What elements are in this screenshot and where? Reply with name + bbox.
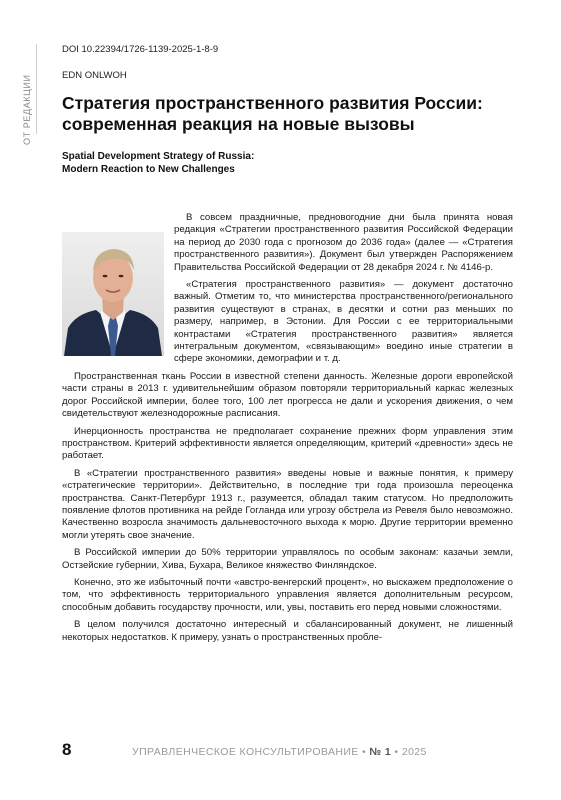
side-divider xyxy=(36,44,37,134)
section-label-text: ОТ РЕДАКЦИИ xyxy=(22,74,32,145)
paragraph: В Российской империи до 50% территории управлялось по особым законам: казачьи земли, Остзейские губернии, Хива, Бухара, Великое княжество Финляндское. xyxy=(62,547,513,571)
subtitle-line-2: Modern Reaction to New Challenges xyxy=(62,164,235,175)
article-title: Стратегия пространственного развития России: современная реакция на новые вызовы xyxy=(62,93,483,134)
paragraph: «Стратегия пространственного развития» — документ достаточно важный. Отметим то, что министерства пространственного/регионального развития существуют в странах, в десятки и сотни раз меньших по размеру, например, в Эстонии. Для России с ее территориальными контрастами «Стратегия пространственного развития» является интегральным документом, «связывающим» воедино иные стратегии в сфере экономики, демографии и т. д. xyxy=(174,279,513,365)
paragraph: Конечно, это же избыточный почти «австро-венгерский процент», но выскажем предположение о том, что эффективность территориального управления является дополнительным ресурсом, способным добавить государству прочности, или, увы, поставить его перед новыми сложностями. xyxy=(62,576,513,613)
journal-name: УПРАВЛЕНЧЕСКОЕ КОНСУЛЬТИРОВАНИЕ xyxy=(132,746,359,758)
edn-line: EDN ONLWOH xyxy=(62,70,127,81)
paragraph: Пространственная ткань России в известной степени данность. Железные дороги европейской части страны в 2013 г. удивительнейшим образом повторяли территориальный каркас железных дорог Российской империи, более того, 100 лет прогресса не дали и ускорения движения, о чем свидетельствуют железнодорожные расписания. xyxy=(62,370,513,420)
paragraph: В целом получился достаточно интересный и сбалансированный документ, не лишенный некоторых недостатков. К примеру, узнать о пространственных пробле- xyxy=(62,619,513,643)
photo-wrap-spacer xyxy=(62,212,174,360)
footer-separator: • xyxy=(362,746,367,758)
issue-year: 2025 xyxy=(401,746,427,758)
paragraph: В совсем праздничные, предновогодние дни была принята новая редакция «Стратегии пространственного развития Российской Федерации на период до 2030 года с прогнозом до 2036 года» (далее — «Стратегия пространственного развития»). Документ был утвержден Распоряжением Правительства Российской Федерации от 28 декабря 2024 г. № 4146-р. xyxy=(174,212,513,273)
section-side-label xyxy=(22,45,34,145)
article-subtitle xyxy=(62,150,502,176)
journal-footer xyxy=(132,746,427,758)
footer-separator: • xyxy=(394,746,399,758)
doi-line: DOI 10.22394/1726-1139-2025-1-8-9 xyxy=(62,44,219,55)
paragraph: Инерционность пространства не предполагает сохранение прежних форм управления этим пространством. Критерий эффективности является определяющим, критерий «древности» здесь не работает. xyxy=(62,425,513,462)
paragraph: В «Стратегии пространственного развития» введены новые и важные понятия, к примеру «стратегические территории». Действительно, в последние три года произошла переоценка пространства. Санкт-Петербург 1913 г., разумеется, обладал таким статусом. Но предположить появление флотов противника на рейде Гогланда или угрозу обстрела из Ревеля было невозможно. Качественно возросла значимость дальневосточного выхода к морю. Другие территории временно могли утерять свое значение. xyxy=(62,467,513,541)
article-body xyxy=(62,212,513,732)
page-number: 8 xyxy=(62,740,72,759)
issue-number: № 1 xyxy=(369,746,392,758)
subtitle-line-1: Spatial Development Strategy of Russia: xyxy=(62,151,255,162)
